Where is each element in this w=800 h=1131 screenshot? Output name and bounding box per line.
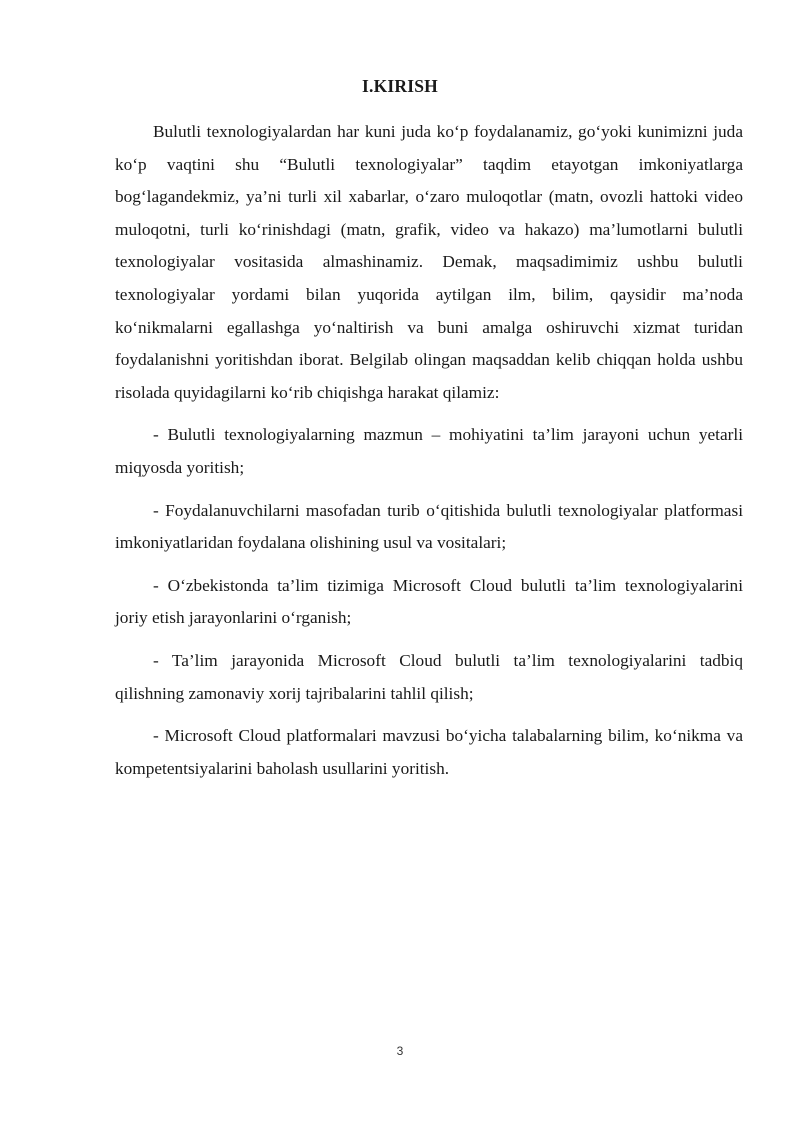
section-heading: I.KIRISH	[361, 76, 438, 96]
list-item: - Microsoft Cloud platformalari mavzusi bo‘yicha talabalarning bilim, ko‘nikma va kompetentsiyalarini baholash usullarini yoritish.	[115, 726, 743, 778]
list-item: - Foydalanuvchilarni masofadan turib o‘qitishida bulutli texnologiyalar platformasi imkoniyatlaridan foydalana olishining usul va vositalari;	[115, 500, 743, 553]
list-item: - O‘zbekistonda ta’lim tizimiga Microsoft Cloud bulutli ta’lim texnologiyalarini joriy etish jarayonlarini o‘rganish;	[115, 575, 743, 628]
list-item: - Ta’lim jarayonida Microsoft Cloud bulutli ta’lim texnologiyalarini tadbiq qilishning zamonaviy xorij tajribalarini tahlil qilish;	[115, 650, 743, 703]
page-number: 3	[396, 1044, 404, 1058]
body-text	[115, 116, 743, 785]
intro-paragraph: Bulutli texnologiyalardan har kuni juda ko‘p foydalanamiz, go‘yoki kunimizni juda ko‘p vaqtini shu “Bulutli texnologiyalar” taqdim etayotgan imkoniyatlarga bog‘lagandekmiz, ya’ni turli xil xabarlar, o‘zaro muloqotlar (matn, ovozli hattoki video muloqotni, turli ko‘rinishdagi (matn, grafik, video va hakazo) ma’lumotlarni bulutli texnologiyalar vositasida almashinamiz. Demak, maqsadimimiz ushbu bulutli texnologiyalar yordami bilan yuqorida aytilgan ilm, bilim, qaysidir ma’noda ko‘nikmalarni egallashga yo‘naltirish va buni amalga oshiruvchi xizmat turidan foydalanishni yoritishdan iborat. Belgilab olingan maqsaddan kelib chiqqan holda ushbu risolada quyidagilarni ko‘rib chiqishga harakat qilamiz:	[115, 122, 743, 402]
list-item: - Bulutli texnologiyalarning mazmun – mohiyatini ta’lim jarayoni uchun yetarli miqyosda yoritish;	[115, 425, 743, 477]
